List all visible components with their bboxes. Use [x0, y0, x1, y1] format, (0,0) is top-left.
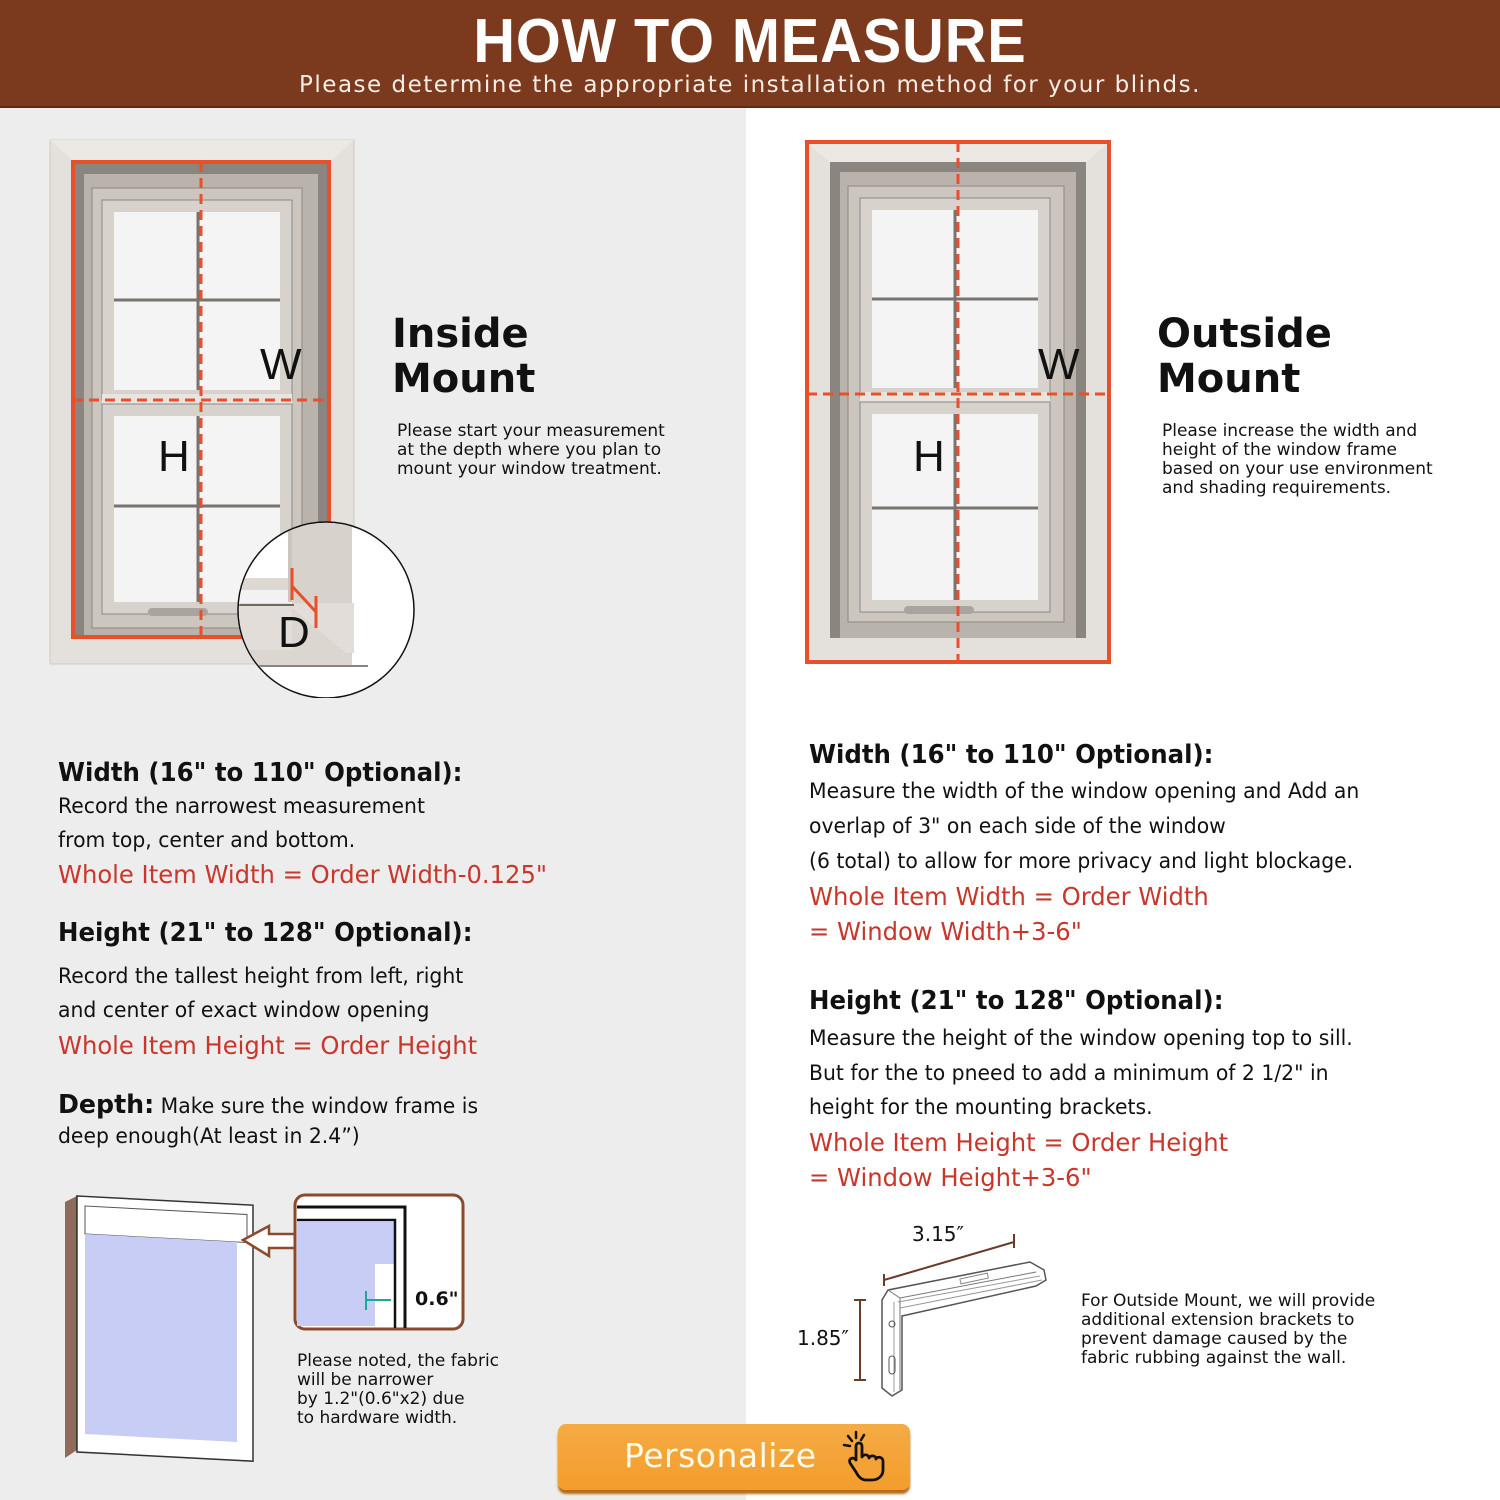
outside-mount-title-line1: Outside	[1157, 311, 1332, 357]
inside-mount-title-line1: Inside	[392, 311, 529, 357]
note-line: will be narrower	[297, 1370, 434, 1390]
width-label: W	[1038, 340, 1080, 389]
blind-fabric	[85, 1234, 237, 1442]
outside-height-text: But for the to pneed to add a minimum of 2 1/2" in	[809, 1061, 1329, 1085]
hardware-width-illustration	[55, 1192, 475, 1472]
header-banner	[0, 0, 1500, 108]
note-line: to hardware width.	[297, 1408, 458, 1428]
inside-depth-text	[58, 1090, 478, 1120]
outside-width-formula: Whole Item Width = Order Width	[809, 882, 1209, 911]
outside-width-text: Measure the width of the window opening and Add an	[809, 779, 1360, 803]
pointer-hand-click-icon	[840, 1430, 896, 1482]
description-line: and shading requirements.	[1162, 478, 1392, 498]
note-line: Please noted, the fabric	[297, 1351, 500, 1371]
frame-side	[65, 1196, 77, 1458]
outside-width-heading: Width (16" to 110" Optional):	[809, 740, 1214, 770]
personalize-button[interactable]	[558, 1424, 910, 1490]
depth-text: Make sure the window frame is	[154, 1094, 479, 1118]
note-line: For Outside Mount, we will provide	[1081, 1291, 1376, 1311]
description-line: based on your use environment	[1162, 459, 1433, 479]
depth-heading: Depth:	[58, 1090, 155, 1120]
inside-width-text: from top, center and bottom.	[58, 828, 356, 852]
note-line: prevent damage caused by the	[1081, 1329, 1348, 1349]
inside-height-text: Record the tallest height from left, right	[58, 964, 464, 988]
personalize-button-label: Personalize	[624, 1436, 817, 1475]
outside-mount-title	[1157, 312, 1332, 402]
inside-height-formula: Whole Item Height = Order Height	[58, 1031, 478, 1060]
hardware-dimension-label: 0.6"	[415, 1288, 459, 1310]
outside-height-formula: Whole Item Height = Order Height	[809, 1128, 1229, 1157]
hardware-note	[297, 1352, 499, 1428]
inside-mount-title-line2: Mount	[392, 356, 536, 402]
outside-width-text: overlap of 3" on each side of the window	[809, 814, 1226, 838]
note-line: by 1.2"(0.6"x2) due	[297, 1389, 465, 1409]
note-line: additional extension brackets to	[1081, 1310, 1355, 1330]
description-line: at the depth where you plan to	[397, 440, 662, 460]
depth-label: D	[278, 608, 310, 657]
inside-height-heading: Height (21" to 128" Optional):	[58, 918, 473, 948]
outside-width-text: (6 total) to allow for more privacy and light blockage.	[809, 849, 1354, 873]
note-line: fabric rubbing against the wall.	[1081, 1348, 1347, 1368]
inside-width-heading: Width (16" to 110" Optional):	[58, 758, 463, 788]
outside-mount-description	[1162, 422, 1433, 498]
outside-mount-window-illustration	[800, 136, 1120, 671]
height-label: H	[158, 432, 190, 481]
inside-height-text: and center of exact window opening	[58, 998, 430, 1022]
description-line: Please increase the width and	[1162, 421, 1418, 441]
extension-bracket-illustration	[840, 1230, 1070, 1400]
height-label: H	[913, 432, 945, 481]
width-label: W	[260, 340, 302, 389]
outside-height-text: Measure the height of the window opening top to sill.	[809, 1026, 1353, 1050]
inside-width-text: Record the narrowest measurement	[58, 794, 425, 818]
inside-depth-text-line2: deep enough(At least in 2.4”)	[58, 1124, 360, 1148]
description-line: height of the window frame	[1162, 440, 1397, 460]
outside-height-formula: = Window Height+3-6"	[809, 1163, 1092, 1192]
description-line: Please start your measurement	[397, 421, 665, 441]
window-handle	[148, 608, 208, 616]
inside-mount-window-illustration	[48, 138, 418, 698]
page-subtitle: Please determine the appropriate installation method for your blinds.	[299, 72, 1201, 98]
inside-mount-title	[392, 312, 535, 402]
bracket-note	[1081, 1292, 1375, 1368]
window-handle	[904, 606, 974, 614]
outside-height-heading: Height (21" to 128" Optional):	[809, 986, 1224, 1016]
outside-width-formula: = Window Width+3-6"	[809, 917, 1082, 946]
inside-width-formula: Whole Item Width = Order Width-0.125"	[58, 860, 548, 889]
bracket-length-label: 3.15″	[912, 1222, 965, 1246]
outside-mount-title-line2: Mount	[1157, 356, 1301, 402]
bracket-height-label: 1.85″	[797, 1326, 850, 1350]
page-title: HOW TO MEASURE	[473, 7, 1027, 76]
inside-mount-description	[397, 422, 665, 479]
outside-height-text: height for the mounting brackets.	[809, 1095, 1153, 1119]
description-line: mount your window treatment.	[397, 459, 662, 479]
